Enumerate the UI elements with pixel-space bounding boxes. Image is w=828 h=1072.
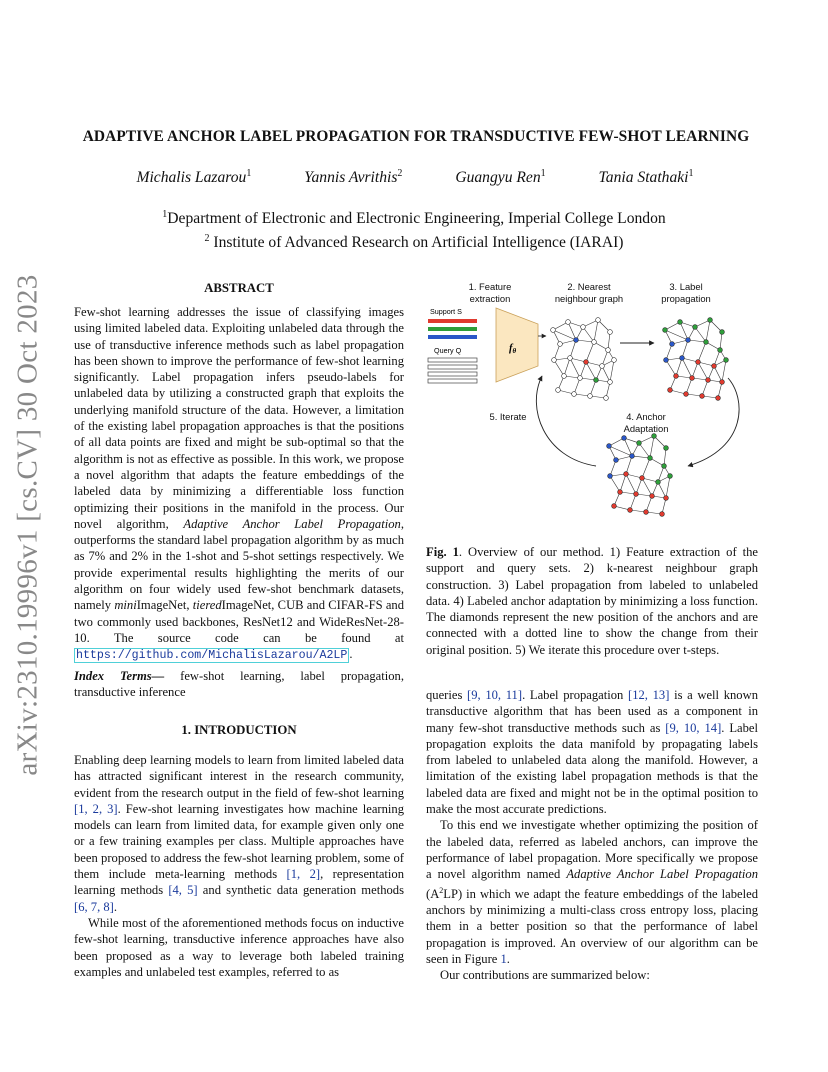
graph-node [574,338,579,343]
graph-edge [626,474,636,494]
graph-edge [564,358,570,376]
graph-node [680,356,685,361]
graph-node [718,348,723,353]
graph-node [612,358,617,363]
citation-link[interactable]: [9, 10, 14] [665,720,722,735]
graph-node [562,374,567,379]
graph-node [588,394,593,399]
graph-node [556,388,561,393]
graph-node [668,388,673,393]
index-terms: Index Terms— few-shot learning, label propagation, transductive inference [74,669,404,700]
graph-node [663,328,668,333]
graph-node [552,358,557,363]
method-overview-diagram [426,278,764,540]
query-set-label: Query Q [434,346,462,355]
citation-link[interactable]: [6, 7, 8] [74,899,114,914]
stage2-label: 2. Nearest [567,281,611,292]
graph-node [724,358,729,363]
graph-edge [698,342,706,362]
graph-edge [639,443,650,458]
graph-node [607,444,612,449]
affiliation: $^2$ Institute of Advanced Research on Artificial Intelligence (IARAI) [204,233,624,252]
graph-node [606,348,611,353]
introduction-heading: 1. INTRODUCTION [181,723,297,737]
graph-node [581,325,586,330]
graph-node [712,364,717,369]
graph-edge [682,340,688,358]
graph-node [630,454,635,459]
graph-edge [583,327,594,342]
graph-edge [594,320,598,342]
source-code-link[interactable]: https://github.com/MichalisLazarou/A2LP [76,649,348,663]
stage5-label: 5. Iterate [489,411,527,422]
iterate-arrow [536,376,596,466]
graph-node [693,325,698,330]
graph-node [708,318,713,323]
graph-node [614,458,619,463]
stage4-label: 4. Anchor [626,411,666,422]
graph-node [662,464,667,469]
stage1-label: 1. Feature [468,281,512,292]
svg-text:extraction: extraction [469,293,511,304]
graph-edge [642,458,650,478]
flow-arrow [688,378,739,466]
graph-node [696,360,701,365]
citation-link[interactable]: [1, 2] [286,867,321,882]
graph-node [592,340,597,345]
graph-node [608,330,613,335]
graph-node [612,504,617,509]
support-set-label: Support S [430,307,462,316]
method-overview-figure [426,278,764,540]
graph-node [664,496,669,501]
support-bar [428,335,477,339]
graph-node [664,358,669,363]
graph-node [628,508,633,513]
abstract-heading: ABSTRACT [204,281,274,295]
graph-edge [688,340,706,342]
svg-text:Adaptation: Adaptation [623,423,669,434]
citation-link[interactable]: [1, 2, 3] [74,801,118,816]
graph-node [660,512,665,517]
graph-node [704,340,709,345]
graph-node [634,492,639,497]
graph-node [652,434,657,439]
arxiv-identifier-text: arXiv:2310.19996v1 [cs.CV] 30 Oct 2023 [11,274,44,776]
graph-edge [586,342,594,362]
stage3-label: 3. Label [669,281,703,292]
graph-node [650,494,655,499]
graph-node [596,318,601,323]
graph-node [584,360,589,365]
introduction-body: Enabling deep learning models to learn from limited labeled data has attracted significant interest in the research community, evident from the research output in the field of few-shot learning [1, 2, 3]. Few-shot learning investigates how machine learning models can learn from limited data, for example given only one or a few training examples per class. Multiple approaches have been proposed to address the few-shot learning problem, some of them include meta-learning methods [1, 2], representation learning methods [4, 5] and synthetic data generation methods [6, 7, 8]. While most of the aforementioned methods focus on inductive few-shot learning, transductive inference approaches have also been proposed as a way to leverage both labeled training examples and unlabeled test examples, referred to as [74,753,405,979]
graph-node [670,342,675,347]
svg-text:neighbour graph: neighbour graph [554,293,624,304]
graph-node [678,320,683,325]
graph-edge [586,362,596,380]
graph-node [716,396,721,401]
graph-node [720,380,725,385]
author: Guangyu Ren$^1$ [455,168,546,187]
graph-node [618,490,623,495]
graph-edge [682,358,692,378]
graph-edge [576,340,594,342]
author: Tania Stathaki$^1$ [598,168,694,187]
graph-node [648,456,653,461]
graph-node [624,472,629,477]
graph-node [656,480,661,485]
author: Michalis Lazarou$^1$ [136,168,252,187]
graph-edge [570,340,576,358]
graph-edge [706,320,710,342]
graph-edge [722,360,726,382]
graph-node [608,474,613,479]
graph-node [690,376,695,381]
graph-node [566,320,571,325]
graph-node [640,476,645,481]
graph-edge [650,436,654,458]
feature-extractor-funnel [496,308,538,382]
graph-node [637,441,642,446]
graph-edge [676,358,682,376]
affiliations [60,205,768,253]
feature-extractor-symbol: fθ [509,343,517,355]
graph-edge [698,362,708,380]
graph-edge [610,360,614,382]
graph-edge [610,476,620,492]
graph-node [700,394,705,399]
nearest-neighbour-graph [551,318,617,401]
graph-edge [570,358,580,378]
paper-title: ADAPTIVE ANCHOR LABEL PROPAGATION FOR TRANSDUCTIVE FEW-SHOT LEARNING [82,128,750,145]
graph-node [684,392,689,397]
citation-link[interactable]: [12, 13] [628,688,670,702]
author-list [110,168,720,187]
graph-node [644,510,649,515]
graph-node [558,342,563,347]
graph-node [572,392,577,397]
graph-node [686,338,691,343]
graph-node [720,330,725,335]
graph-node [600,364,605,369]
graph-edge [620,474,626,492]
graph-node [608,380,613,385]
label-propagation-graph [663,318,729,401]
graph-edge [664,448,666,466]
graph-node [578,376,583,381]
graph-node [594,378,599,383]
graph-node [551,328,556,333]
arxiv-identifier [6,274,50,776]
citation-link[interactable]: [4, 5] [168,883,198,898]
graph-node [668,474,673,479]
anchor-adaptation-graph [607,434,673,517]
svg-text:propagation: propagation [661,293,711,304]
graph-edge [608,332,610,350]
right-column-body: queries [9, 10, 11]. Label propagation [12, 13] is a well known transductive algorithm that has been used as a component in many few-shot transductive methods such as [9, 10, 14]. Label propagation exploits the data manifold by propagating labels from labeled to unlabeled data along the manifold. However, a limitation of the existing label propagation methods is that the labeled data are fixed and might not be in the optimal position to make the most accurate predictions. To this end we investigate whether optimizing the position of the labeled data, referred as labeled anchors, can improve the performance of label propagation. More specifically we propose a novel algorithm named Adaptive Anchor Label Propagation $(A^2LP)$ in which we adapt the feature embeddings of the labeled anchors by minimizing a multi-class cross entropy loss, placing them in a better position so that the performance of label propagation is improved. An overview of our algorithm can be seen in Figure 1. Our contributions are summarized below: [426,688,758,983]
graph-node [568,356,573,361]
figure-reference-link[interactable]: 1 [500,951,507,966]
figure-caption: Fig. 1. Overview of our method. 1) Feature extraction of the support and query sets. 2) k-nearest neighbour graph construction. 3) Label propagation from labeled to unlabeled data. 4) Labeled anchor adaptation by minimizing a loss function. The diamonds represent the new position of the anchors and are connected with a dotted line to show the change from their original position. 5) We iterate this procedure over t-steps. [426,545,758,657]
support-bar [428,327,477,331]
abstract-body: Few-shot learning addresses the issue of classifying images using limited labeled data. Exploiting unlabeled data through the use of transductive inference methods such as label propagation has been shown to improve the performance of few-shot learning significantly. Label propagation infers pseudo-labels for unlabeled data by utilizing a constructed graph that exploits the underlying manifold structure of the data. However, a limitation of the existing label propagation approaches is that the positions of all data points are fixed and might be sub-optimal so that the algorithm is not as effective as possible. In this work, we propose a novel algorithm that adapts the feature embeddings of the labeled data by minimizing a differentiable loss function optimizing their positions in the manifold in the process. Our novel algorithm, Adaptive Anchor Label Propagation, outperforms the standard label propagation algorithm by as much as 7% and 2% in the 1-shot and 5-shot settings respectively. We provide experimental results highlighting the merits of our algorithm on four widely used few-shot benchmark datasets, namely miniImageNet, tieredImageNet, CUB and CIFAR-FS and two commonly used backbones, ResNet12 and WideResNet-28-10. The source code can be found at https://github.com/MichalisLazarou/A2LP . [74,305,405,663]
graph-node [664,446,669,451]
author: Yannis Avrithis$^2$ [304,168,403,187]
affiliation: $^1$Department of Electronic and Electronic Engineering, Imperial College London [162,209,666,228]
graph-edge [720,332,722,350]
graph-edge [666,360,676,376]
graph-edge [666,476,670,498]
graph-node [706,378,711,383]
graph-node [622,436,627,441]
graph-node [604,396,609,401]
citation-link[interactable]: [9, 10, 11] [467,688,523,702]
graph-node [674,374,679,379]
graph-edge [632,456,650,458]
graph-edge [554,360,564,376]
graph-edge [626,456,632,474]
query-bars [428,358,477,383]
graph-edge [642,478,652,496]
graph-edge [695,327,706,342]
support-bar [428,319,477,323]
